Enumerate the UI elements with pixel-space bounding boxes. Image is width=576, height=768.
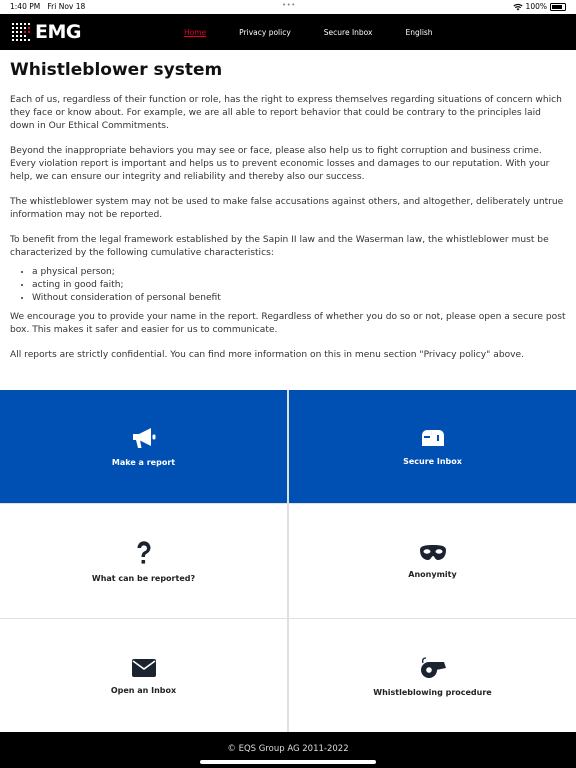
copyright-text: © EQS Group AG 2011-2022 bbox=[227, 744, 349, 754]
mailbox-icon bbox=[419, 427, 447, 449]
nav-privacy-policy[interactable]: Privacy policy bbox=[239, 27, 291, 37]
paragraph: Beyond the inappropriate behaviors you may see or face, please also help us to fight corruption and business crime. Every violation report is important and helps us to prevent economic losses and damages to our reputation. With your help, we can ensure our integrity and reliability and thereby also our success. bbox=[10, 146, 550, 182]
make-report-tile[interactable] bbox=[0, 390, 287, 503]
envelope-icon bbox=[131, 658, 157, 678]
battery-percent: 100% bbox=[525, 2, 547, 11]
tile-label: Secure Inbox bbox=[403, 457, 462, 466]
tile-label: Open an Inbox bbox=[110, 685, 177, 695]
list-item: • Without consideration of personal benefit bbox=[32, 292, 566, 305]
action-tiles bbox=[0, 390, 576, 732]
main-content bbox=[10, 50, 566, 374]
page-title: Whistleblower system bbox=[10, 60, 223, 80]
home-indicator[interactable] bbox=[200, 760, 376, 764]
mask-icon bbox=[418, 544, 448, 562]
multitasking-dots-icon[interactable]: ••• bbox=[282, 1, 296, 9]
battery-icon bbox=[550, 3, 566, 11]
tile-label: Whistleblowing procedure bbox=[373, 687, 492, 697]
status-time: 1:40 PM Fri Nov 18 bbox=[10, 2, 86, 11]
nav-links bbox=[184, 14, 466, 50]
logo-text: EMG bbox=[35, 21, 81, 43]
top-navbar bbox=[0, 14, 576, 50]
whistle-icon bbox=[418, 656, 448, 680]
list-item: • acting in good faith; bbox=[32, 279, 566, 292]
what-can-be-reported-tile[interactable] bbox=[0, 504, 287, 618]
paragraph: Each of us, regardless of their function or role, has the right to express themselves regarding situations of concern which they face or know about. For example, we are all able to report behavior that could be contrary to the principles laid down in Our Ethical Commitments. bbox=[10, 95, 562, 131]
status-bar bbox=[0, 0, 576, 14]
status-right bbox=[513, 2, 566, 11]
megaphone-icon bbox=[130, 426, 158, 450]
anonymity-tile[interactable] bbox=[289, 504, 576, 618]
paragraph: To benefit from the legal framework established by the Sapin II law and the Waserman law, the whistleblower must be characterized by the following cumulative characteristics: bbox=[10, 235, 549, 258]
logo-dots-icon bbox=[10, 21, 32, 43]
question-icon bbox=[134, 540, 154, 566]
emg-logo[interactable] bbox=[10, 20, 81, 44]
secure-inbox-tile[interactable] bbox=[289, 390, 576, 503]
nav-home[interactable]: Home bbox=[184, 27, 207, 37]
open-inbox-tile[interactable] bbox=[0, 619, 287, 733]
paragraph: The whistleblower system may not be used to make false accusations against others, and altogether, deliberately untrue information may not be reported. bbox=[10, 197, 564, 220]
paragraph: All reports are strictly confidential. You can find more information on this in menu section "Privacy policy" above. bbox=[10, 350, 525, 360]
tile-label: Anonymity bbox=[408, 569, 457, 579]
list-item: • a physical person; bbox=[32, 266, 566, 279]
tile-label: Make a report bbox=[111, 458, 176, 467]
whistleblowing-procedure-tile[interactable] bbox=[289, 619, 576, 733]
characteristics-list bbox=[10, 266, 566, 305]
paragraph: We encourage you to provide your name in the report. Regardless of whether you do so or not, please open a secure post box. This makes it safer and easier for us to communicate. bbox=[10, 312, 566, 335]
wifi-icon bbox=[513, 3, 523, 11]
nav-language[interactable]: English bbox=[405, 27, 433, 37]
nav-secure-inbox[interactable]: Secure Inbox bbox=[323, 27, 373, 37]
tile-label: What can be reported? bbox=[91, 573, 196, 583]
footer bbox=[0, 732, 576, 768]
